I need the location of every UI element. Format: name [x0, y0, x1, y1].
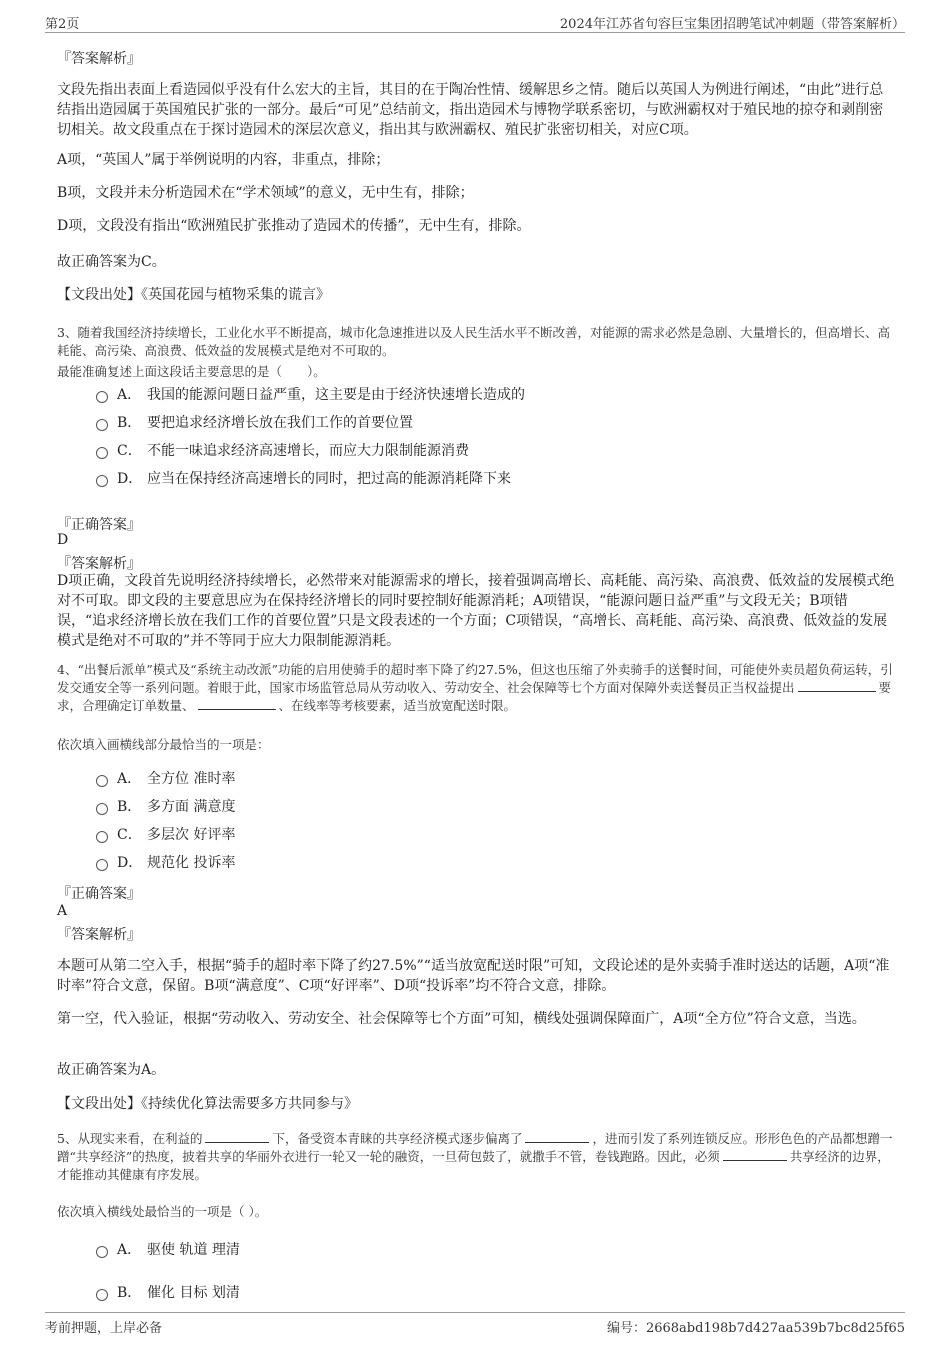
q3-correct-label: 『正确答案』 — [57, 517, 141, 533]
page-number: 第2页 — [45, 17, 80, 32]
q3-analysis-label: 『答案解析』 — [57, 556, 141, 572]
blank-line — [525, 1130, 589, 1143]
q2-analysis-paragraph: 文段先指出表面上看造园似乎没有什么宏大的主旨，其目的在于陶冶性情、缓解思乡之情。随后以英国人为例进行阐述，“由此”进行总结指出造园属于英国殖民扩张的一部分。最后“可见”总结前文，指出造园术与博物学联系密切，与欧洲霸权对于殖民地的掠夺和剥削密切相关。故文段重点在于探讨造园术的深层次意义，指出其与欧洲霸权、殖民扩张密切相关，对应C项。 — [57, 82, 884, 138]
q4-source: 【文段出处】《持续优化算法需要多方共同参与》 — [57, 1096, 358, 1112]
q3-option-d[interactable]: D． 应当在保持经济高速增长的同时，把过高的能源消耗降下来 — [96, 468, 511, 488]
q2-source: 【文段出处】《英国花园与植物采集的谎言》 — [57, 287, 330, 303]
blank-line — [205, 1130, 269, 1143]
q3-ask: 最能准确复述上面这段话主要意思的是（ ）。 — [57, 364, 326, 379]
q2-option-d-note: D项，文段没有指出“欧洲殖民扩张推动了造园术的传播”，无中生有，排除。 — [57, 218, 531, 234]
page-footer — [45, 1312, 905, 1337]
radio-button[interactable] — [96, 475, 108, 487]
q4-stem: 4、“出餐后派单”模式及“系统主动改派”功能的启用使骑手的超时率下降了约27.5%，但这也压缩了外卖骑手的送餐时间，可能使外卖员超负荷运转，引发交通安全等一系列问题。着眼于此，国家市场监管总局从劳动收入、劳动安全、社会保障等七个方面对保障外卖送餐员正当权益提出 要求，合理确定订单数量、 、在线率等考核要素，适当放宽配送时限。 — [57, 662, 893, 713]
radio-button[interactable] — [96, 803, 108, 815]
q4-correct-label: 『正确答案』 — [57, 886, 141, 902]
blank-line — [798, 679, 876, 692]
page-header — [45, 10, 905, 33]
q2-option-b-note: B项，文段并未分析造园术在“学术领域”的意义，无中生有，排除； — [57, 185, 474, 201]
radio-button[interactable] — [96, 775, 108, 787]
q5-stem: 5、从现实来看，在利益的 下，备受资本青睐的共享经济模式逐步偏离了 ，进而引发了系列连锁反应。形形色色的产品都想蹭一蹭“共享经济”的热度，披着共享的华丽外衣进行一轮又一轮的融资，一旦荷包鼓了，就撒手不管，卷钱跑路。因此，必须 共享经济的边界，才能推动其健康有序发展。 — [57, 1131, 893, 1182]
radio-button[interactable] — [96, 831, 108, 843]
q2-conclusion: 故正确答案为C。 — [57, 254, 166, 270]
q4-option-a[interactable]: A． 全方位 准时率 — [96, 768, 235, 788]
q4-option-b[interactable]: B． 多方面 满意度 — [96, 796, 235, 816]
radio-button[interactable] — [96, 1246, 108, 1258]
footer-slogan: 考前押题，上岸必备 — [45, 1321, 163, 1336]
q5-option-a[interactable]: A． 驱使 轨道 理清 — [96, 1239, 240, 1259]
q3-option-a[interactable]: A． 我国的能源问题日益严重，这主要是由于经济快速增长造成的 — [96, 384, 525, 404]
q3-option-c[interactable]: C． 不能一味追求经济高速增长，而应大力限制能源消费 — [96, 440, 469, 460]
radio-button[interactable] — [96, 419, 108, 431]
q4-analysis-2: 第一空，代入验证，根据“劳动收入、劳动安全、社会保障等七个方面”可知，横线处强调保障面广，A项“全方位”符合文意，当选。 — [57, 1011, 866, 1027]
q4-option-c[interactable]: C． 多层次 好评率 — [96, 824, 235, 844]
radio-button[interactable] — [96, 391, 108, 403]
q2-analysis-label: 『答案解析』 — [57, 51, 141, 67]
q4-ask: 依次填入画横线部分最恰当的一项是： — [57, 737, 270, 752]
q3-correct-answer: D — [57, 532, 69, 548]
blank-line — [723, 1148, 787, 1161]
q4-analysis-label: 『答案解析』 — [57, 927, 141, 943]
q5-ask: 依次填入横线处最恰当的一项是（ ）。 — [57, 1204, 268, 1219]
document-title: 2024年江苏省句容巨宝集团招聘笔试冲刺题（带答案解析） — [559, 17, 905, 32]
q2-option-a-note: A项，“英国人”属于举例说明的内容，非重点，排除； — [57, 152, 390, 168]
q5-option-b[interactable]: B． 催化 目标 划清 — [96, 1282, 240, 1302]
radio-button[interactable] — [96, 1289, 108, 1301]
radio-button[interactable] — [96, 447, 108, 459]
q3-option-b[interactable]: B． 要把追求经济增长放在我们工作的首要位置 — [96, 412, 413, 432]
q3-analysis: D项正确，文段首先说明经济持续增长，必然带来对能源需求的增长，接着强调高增长、高耗能、高污染、高浪费、低效益的发展模式绝对不可取。即文段的主要意思应为在保持经济增长的同时要控制好能源消耗；A项错误，“能源问题日益严重”与文段无关；B项错误，“追求经济增长放在我们工作的首要位置”只是文段表述的一个方面；C项错误，“高增长、高耗能、高污染、高浪费、低效益的发展模式是绝对不可取的”并不等同于应大力限制能源消耗。 — [57, 573, 895, 649]
q4-conclusion: 故正确答案为A。 — [57, 1062, 166, 1078]
q4-analysis-1: 本题可从第二空入手，根据“骑手的超时率下降了约27.5%”“适当放宽配送时限”可知，文段论述的是外卖骑手准时送达的话题，A项“准时率”符合文意，保留。B项“满意度”、C项“好评率”、D项“投诉率”均不符合文意，排除。 — [57, 958, 890, 994]
blank-line — [198, 697, 276, 710]
q4-correct-answer: A — [57, 903, 68, 919]
q4-option-d[interactable]: D． 规范化 投诉率 — [96, 852, 235, 872]
radio-button[interactable] — [96, 859, 108, 871]
q3-stem: 3、随着我国经济持续增长，工业化水平不断提高，城市化急速推进以及人民生活水平不断改善，对能源的需求必然是急剧、大量增长的，但高增长、高耗能、高污染、高浪费、低效益的发展模式是绝对不可取的。 — [57, 325, 890, 358]
document-id: 编号：2668abd198b7d427aa539b7bc8d25f65 — [606, 1321, 905, 1336]
